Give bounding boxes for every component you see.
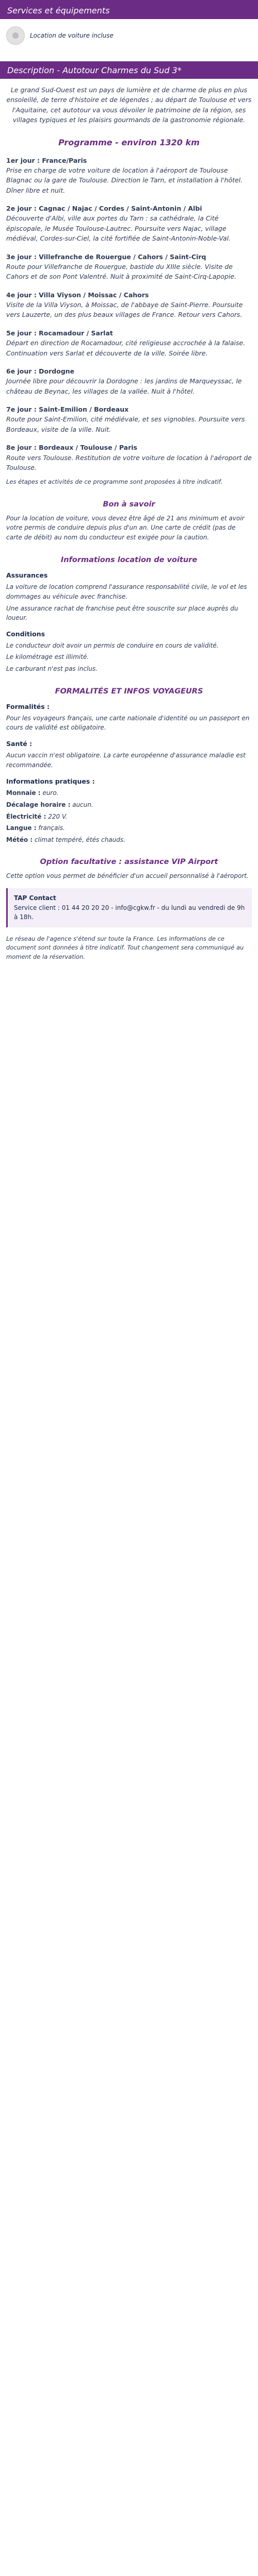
formalities-sub-b: Santé : bbox=[6, 740, 33, 748]
day-text: Découverte d'Albi, ville aux portes du Tarn : sa cathédrale, la Cité épiscopale, le Musée Toulouse-Lautrec. Poursuite vers Najac, village médiéval, Cordes-sur-Ciel, la cité fortifiée de Saint-Antonin-Noble-Val. bbox=[6, 214, 231, 243]
day-title: 6e jour : Dordogne bbox=[6, 367, 75, 375]
day-4 bbox=[6, 290, 252, 320]
day-text: Route pour Saint-Emilion, cité médiévale, et ses vignobles. Poursuite vers Bordeaux, visite de la ville. Nuit. bbox=[6, 415, 245, 433]
day-5 bbox=[6, 328, 252, 358]
day-text: Départ en direction de Rocamadour, cité religieuse accrochée à la falaise. Continuation vers Sarlat et découverte de la ville. Soirée libre. bbox=[6, 339, 246, 357]
location-label: Location de voiture incluse bbox=[30, 32, 114, 39]
day-2 bbox=[6, 204, 252, 244]
insurance-title: Option facultative : assistance VIP Airport bbox=[40, 858, 218, 867]
day-title: 8e jour : Bordeaux / Toulouse / Paris bbox=[6, 444, 137, 452]
list-item: Électricité : 220 V. bbox=[6, 812, 68, 820]
formalities-title: FORMALITÉS ET INFOS VOYAGEURS bbox=[55, 687, 203, 696]
spacer bbox=[0, 51, 258, 61]
car-icon bbox=[6, 26, 25, 45]
day-text: Route pour Villefranche de Rouergue, bastide du XIIIe siècle. Visite de Cahors et de son Pont Valentré. Nuit à proximité de Saint-Cirq-Lapopie. bbox=[6, 262, 237, 281]
day-1 bbox=[6, 156, 252, 196]
contact-title: TAP Contact bbox=[14, 894, 56, 902]
day-title: 4e jour : Villa Viyson / Moissac / Cahors bbox=[6, 291, 149, 299]
insurance-text: Cette option vous permet de bénéficier d'un accueil personnalisé à l'aéroport. bbox=[6, 872, 249, 880]
good-to-know-text: Pour la location de voiture, vous devez être âgé de 21 ans minimum et avoir votre permis de conduire depuis plus d'un an. Une carte de crédit (pas de carte de débit) au nom du conducteur est exigée pour la caution. bbox=[6, 514, 245, 541]
day-title: 1er jour : France/Paris bbox=[6, 156, 87, 164]
list-item: Une assurance rachat de franchise peut être souscrite sur place auprès du loueur. bbox=[6, 604, 238, 622]
formalities-sub-a-text: Pour les voyageurs français, une carte nationale d'identité ou un passeport en cours de validité est obligatoire. bbox=[6, 714, 250, 732]
day-text: Journée libre pour découvrir la Dordogne : les jardins de Marqueyssac, le château de Beynac, les villages de la vallée. Nuit à l'hôtel. bbox=[6, 377, 242, 395]
services-bar: Services et équipements bbox=[0, 2, 258, 19]
info-title: Informations location de voiture bbox=[60, 556, 198, 565]
list-item: Le kilométrage est illimité. bbox=[6, 653, 89, 661]
footer-spacer bbox=[0, 967, 258, 987]
description-bar: Description - Autotour Charmes du Sud 3* bbox=[0, 61, 258, 79]
list-item: Décalage horaire : aucun. bbox=[6, 801, 93, 808]
program-days bbox=[0, 156, 258, 473]
program-title: Programme - environ 1320 km bbox=[58, 137, 200, 147]
conditions-subtitle: Conditions bbox=[6, 630, 45, 638]
day-text: Visite de la Villa Viyson, à Moissac, de l'abbaye de Saint-Pierre. Poursuite vers Lauzerte, un des plus beaux villages de France. Retour vers Cahors. bbox=[6, 301, 243, 319]
insurance-subtitle: Assurances bbox=[6, 571, 48, 580]
day-6 bbox=[6, 366, 252, 396]
good-to-know-title: Bon à savoir bbox=[103, 500, 155, 509]
program-note: Les étapes et activités de ce programme sont proposées à titre indicatif. bbox=[6, 478, 223, 486]
list-item: Le conducteur doit avoir un permis de conduire en cours de validité. bbox=[6, 641, 219, 649]
formalities-sub-c: Informations pratiques : bbox=[6, 777, 95, 786]
list-item: Langue : français. bbox=[6, 824, 65, 832]
contact-box bbox=[6, 888, 252, 927]
list-item: Monnaie : euro. bbox=[6, 789, 59, 797]
day-7 bbox=[6, 404, 252, 434]
practical-list bbox=[6, 788, 252, 844]
list-item: Le carburant n'est pas inclus. bbox=[6, 665, 98, 672]
day-title: 5e jour : Rocamadour / Sarlat bbox=[6, 329, 113, 337]
insurance-list bbox=[6, 582, 252, 622]
day-title: 2e jour : Cagnac / Najac / Cordes / Saint-Antonin / Albi bbox=[6, 205, 202, 212]
day-text: Prise en charge de votre voiture de location à l'aéroport de Toulouse Blagnac ou la gare de Toulouse. Direction le Tarn, et installation à l'hôtel. Dîner libre et nuit. bbox=[6, 166, 243, 194]
day-8 bbox=[6, 443, 252, 472]
conditions-list bbox=[6, 641, 252, 674]
day-title: 7e jour : Saint-Emilion / Bordeaux bbox=[6, 405, 129, 413]
formalities-sub-b-text: Aucun vaccin n'est obligatoire. La carte européenne d'assurance maladie est recommandée. bbox=[6, 752, 246, 769]
formalities-sub-a: Formalités : bbox=[6, 702, 50, 710]
contact-text: Service client : 01 44 20 20 20 - info@cgkw.fr - du lundi au vendredi de 9h à 18h. bbox=[14, 904, 245, 921]
list-item: Météo : climat tempéré, étés chauds. bbox=[6, 836, 125, 843]
day-text: Route vers Toulouse. Restitution de votre voiture de location à l'aéroport de Toulouse. bbox=[6, 453, 252, 471]
list-item: La voiture de location comprend l'assurance responsabilité civile, le vol et les dommages au véhicule avec franchise. bbox=[6, 583, 247, 600]
day-title: 3e jour : Villefranche de Rouergue / Cahors / Saint-Cirq bbox=[6, 252, 206, 261]
day-3 bbox=[6, 252, 252, 282]
bottom-text: Le réseau de l'agence s'étend sur toute la France. Les informations de ce document sont données à titre indicatif. Tout changement sera communiqué au moment de la réservation. bbox=[6, 935, 244, 960]
page bbox=[0, 0, 258, 987]
intro-text: Le grand Sud-Ouest est un pays de lumière et de charme de plus en plus ensoleillé, de terre d'histoire et de légendes ; au départ de Toulouse et vers l'Aquitaine, cet autotour va vous dévoiler le patrimoine de la région, ses villages typiques et les plaisirs gourmands de la gastronomie régionale. bbox=[6, 86, 252, 124]
location-row bbox=[0, 19, 258, 51]
